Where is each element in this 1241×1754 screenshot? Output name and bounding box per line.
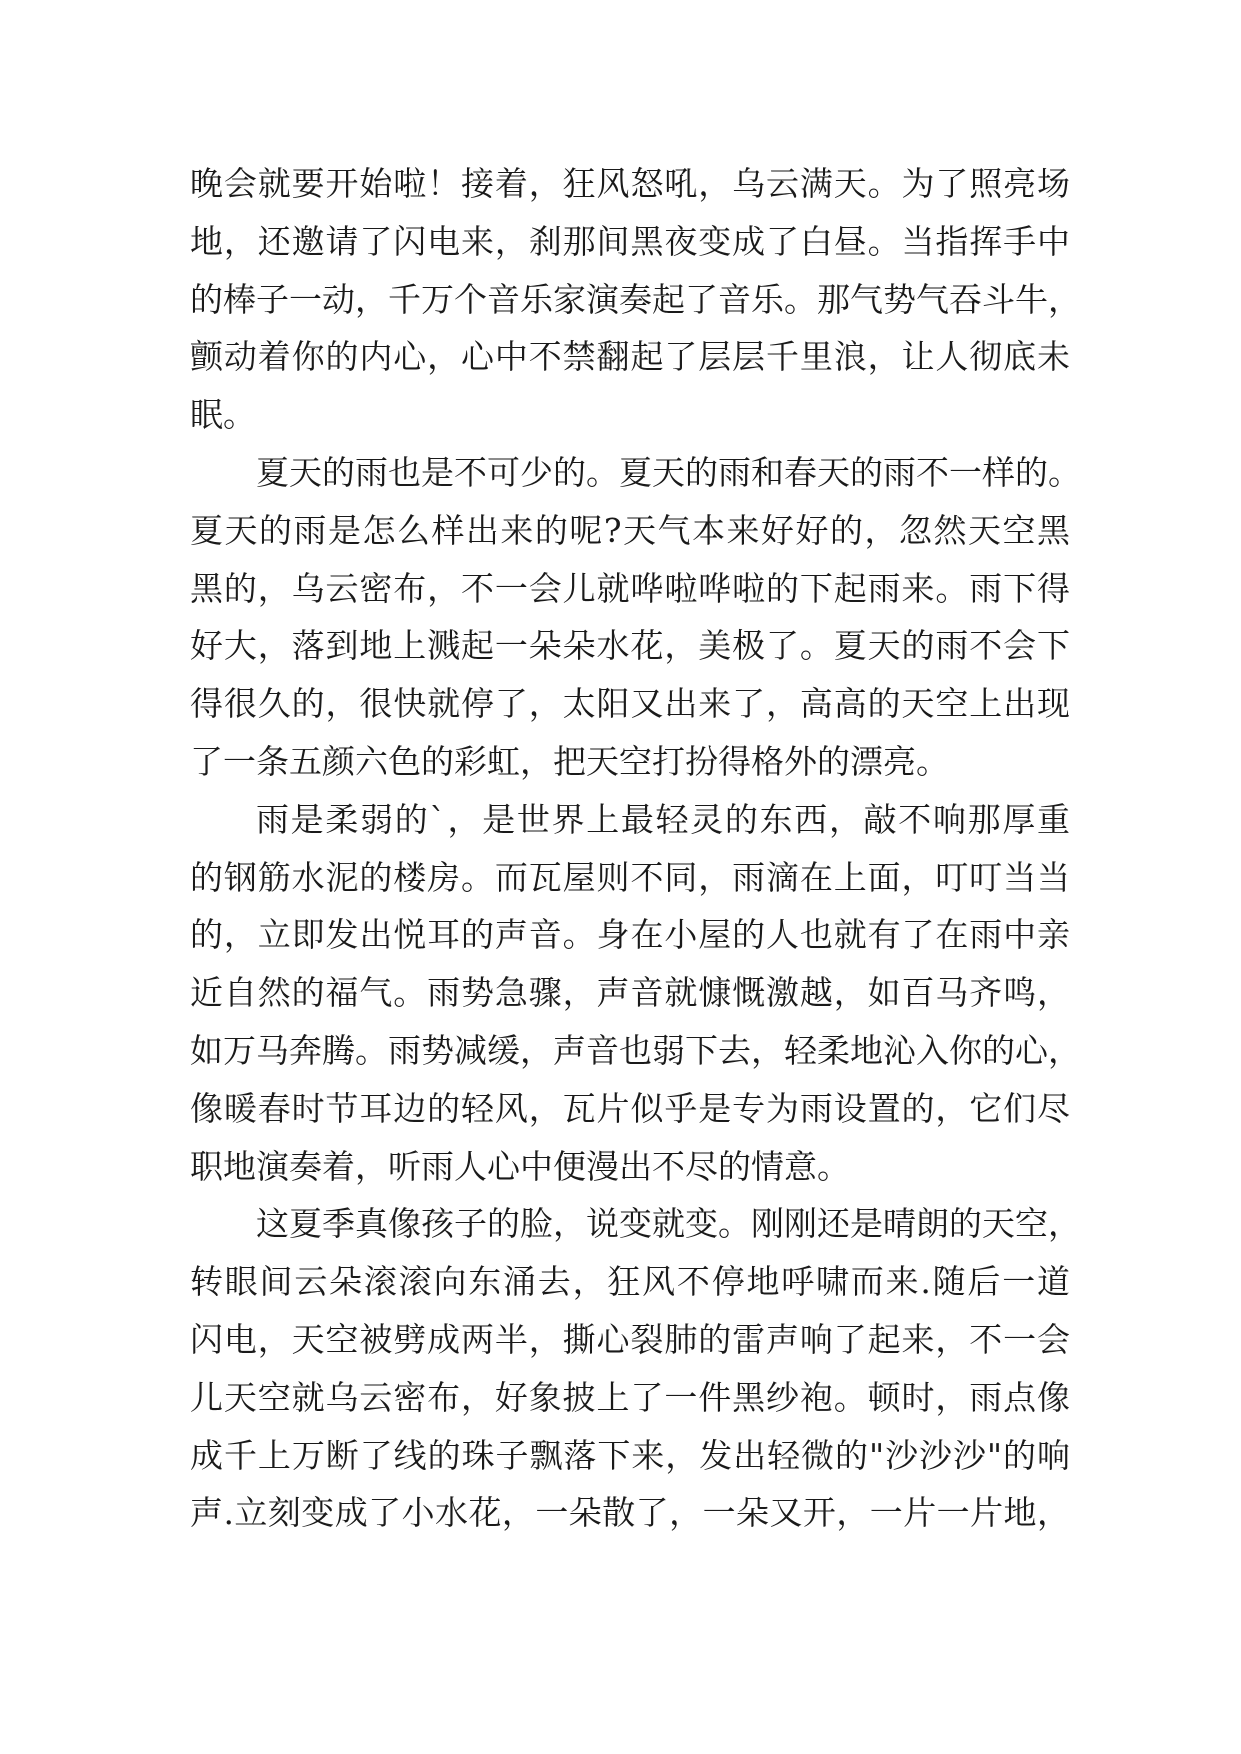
text-line: 晚会就要开始啦！接着，狂风怒吼，乌云满天。为了照亮场	[190, 164, 1070, 203]
body-text	[190, 155, 1081, 1542]
text-line: 声.立刻变成了小水花，一朵散了，一朵又开，一片一片地，	[190, 1493, 1070, 1533]
text-line: 地，还邀请了闪电来，刹那间黑夜变成了白昼。当指挥手中	[190, 221, 1070, 261]
text-line: 职地演奏着，听雨人心中便漫出不尽的情意。	[190, 1146, 850, 1186]
text-line: 成千上万断了线的珠子飘落下来，发出轻微的"沙沙沙"的响	[190, 1435, 1070, 1475]
text-line: 的钢筋水泥的楼房。而瓦屋则不同，雨滴在上面，叮叮当当	[190, 857, 1070, 897]
text-line: 的，立即发出悦耳的声音。身在小屋的人也就有了在雨中亲	[190, 915, 1070, 955]
text-line: 这夏季真像孩子的脸，说变就变。刚刚还是晴朗的天空，	[256, 1204, 1081, 1244]
text-line: 像暖春时节耳边的轻风，瓦片似乎是专为雨设置的，它们尽	[190, 1088, 1070, 1128]
text-line: 的棒子一动，千万个音乐家演奏起了音乐。那气势气吞斗牛，	[190, 279, 1081, 319]
text-line: 了一条五颜六色的彩虹，把天空打扮得格外的漂亮。	[190, 741, 949, 781]
text-line: 夏天的雨也是不可少的。夏天的雨和春天的雨不一样的。	[256, 452, 1081, 492]
text-line: 近自然的福气。雨势急骤，声音就慷慨激越，如百马齐鸣，	[190, 973, 1070, 1013]
text-line: 好大，落到地上溅起一朵朵水花，美极了。夏天的雨不会下	[190, 626, 1070, 666]
text-line: 儿天空就乌云密布，好象披上了一件黑纱袍。顿时，雨点像	[190, 1377, 1070, 1417]
text-line: 黑的，乌云密布，不一会儿就哗啦哗啦的下起雨来。雨下得	[190, 568, 1070, 608]
text-line: 得很久的，很快就停了，太阳又出来了，高高的天空上出现	[190, 684, 1070, 724]
text-line: 闪电，天空被劈成两半，撕心裂肺的雷声响了起来，不一会	[190, 1319, 1070, 1359]
text-line: 如万马奔腾。雨势减缓，声音也弱下去，轻柔地沁入你的心，	[190, 1030, 1081, 1070]
text-line: 眠。	[190, 395, 256, 435]
text-line: 夏天的雨是怎么样出来的呢?天气本来好好的，忽然天空黑	[190, 510, 1070, 550]
text-line: 雨是柔弱的`，是世界上最轻灵的东西，敲不响那厚重	[256, 799, 1070, 839]
text-line: 转眼间云朵滚滚向东涌去，狂风不停地呼啸而来.随后一道	[190, 1262, 1070, 1302]
text-line: 颤动着你的内心，心中不禁翻起了层层千里浪，让人彻底未	[190, 337, 1070, 377]
